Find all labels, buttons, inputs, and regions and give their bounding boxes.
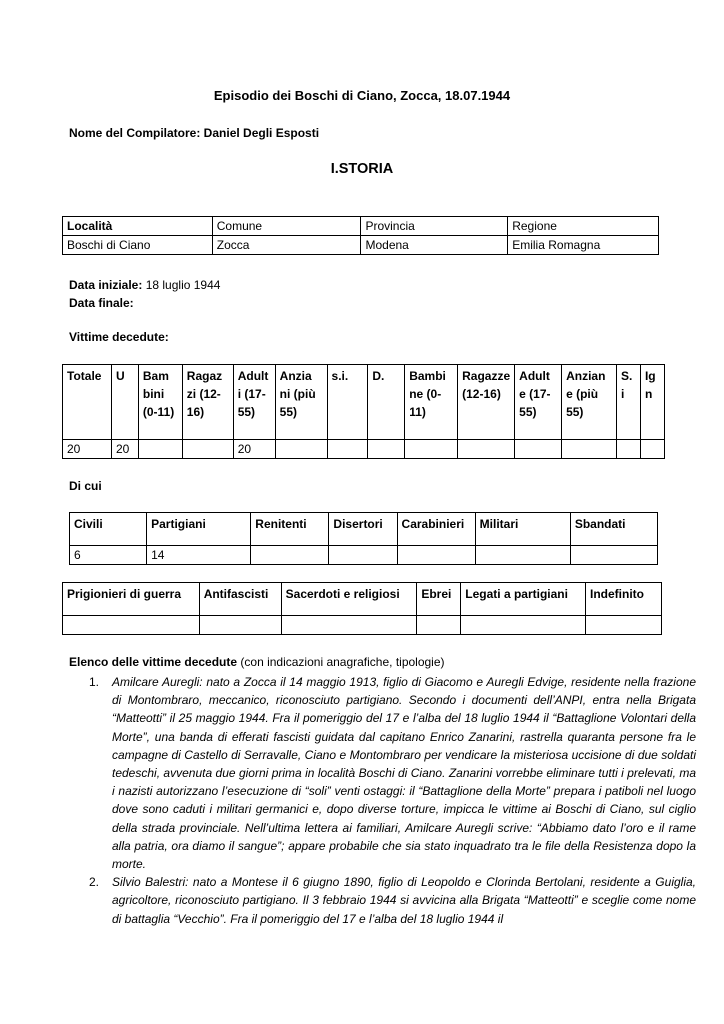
civilians-header-cell-4: Carabinieri — [397, 513, 475, 546]
victims-value-cell-7 — [368, 440, 405, 459]
location-table — [62, 216, 659, 255]
victims-value-cell-1: 20 — [111, 440, 138, 459]
prisoners-value-cell-1 — [199, 616, 281, 635]
victims-list-label: Elenco delle vittime decedute — [69, 655, 238, 669]
victims-value-row — [63, 440, 665, 459]
victim-entry — [89, 673, 696, 873]
victims-header-cell-13: Ig n — [640, 365, 664, 440]
victims-header-cell-5: Anzia ni (più 55) — [275, 365, 327, 440]
victims-value-cell-2 — [138, 440, 182, 459]
prisoners-value-cell-3 — [417, 616, 461, 635]
location-header-localita: Località — [63, 217, 213, 236]
victims-header-cell-12: S. i — [617, 365, 641, 440]
victims-header-cell-1: U — [111, 365, 138, 440]
victims-header-cell-4: Adult i (17-55) — [233, 365, 275, 440]
civilians-value-cell-5 — [475, 546, 570, 565]
dicui-label: Di cui — [69, 479, 102, 493]
prisoners-header-cell-5: Indefinito — [586, 583, 662, 616]
prisoners-value-cell-0 — [63, 616, 200, 635]
victims-value-cell-9 — [458, 440, 515, 459]
prisoners-header-cell-3: Ebrei — [417, 583, 461, 616]
civilians-value-cell-2 — [251, 546, 329, 565]
location-value-row — [63, 236, 659, 255]
victims-value-cell-0: 20 — [63, 440, 112, 459]
victims-value-cell-6 — [327, 440, 368, 459]
victims-header-cell-7: D. — [368, 365, 405, 440]
victims-value-cell-5 — [275, 440, 327, 459]
location-value-regione: Emilia Romagna — [508, 236, 659, 255]
civilians-value-cell-6 — [570, 546, 657, 565]
location-header-row — [63, 217, 659, 236]
civilians-header-cell-5: Militari — [475, 513, 570, 546]
civilians-value-cell-0: 6 — [70, 546, 147, 565]
civilians-header-cell-0: Civili — [70, 513, 147, 546]
document-title: Episodio dei Boschi di Ciano, Zocca, 18.07.1944 — [213, 88, 511, 103]
prisoners-table — [62, 582, 662, 635]
victims-value-cell-11 — [562, 440, 617, 459]
start-date-label: Data iniziale: — [69, 278, 143, 292]
victims-list — [69, 673, 696, 928]
civilians-header-row — [70, 513, 658, 546]
prisoners-header-row — [63, 583, 662, 616]
prisoners-value-cell-2 — [281, 616, 417, 635]
victims-label: Vittime decedute: — [69, 330, 169, 344]
section-heading: I.STORIA — [330, 161, 394, 177]
civilians-value-cell-3 — [329, 546, 397, 565]
end-date-label: Data finale: — [69, 296, 134, 310]
victims-header-cell-10: Adult e (17-55) — [515, 365, 562, 440]
prisoners-value-row — [63, 616, 662, 635]
victims-value-cell-8 — [405, 440, 458, 459]
victims-header-row — [63, 365, 665, 440]
civilians-value-cell-4 — [397, 546, 475, 565]
victim-entry-number: 2. — [89, 875, 100, 890]
victims-header-cell-6: s.i. — [327, 365, 368, 440]
civilians-header-cell-3: Disertori — [329, 513, 397, 546]
civilians-table — [69, 512, 658, 565]
compiler-name: Nome del Compilatore: Daniel Degli Esposti — [69, 126, 320, 140]
victims-table — [62, 364, 665, 459]
prisoners-header-cell-1: Antifascisti — [199, 583, 281, 616]
victims-value-cell-10 — [515, 440, 562, 459]
victims-header-cell-0: Totale — [63, 365, 112, 440]
location-value-localita: Boschi di Ciano — [63, 236, 213, 255]
victims-list-heading — [69, 655, 445, 669]
victims-value-cell-13 — [640, 440, 664, 459]
civilians-header-cell-1: Partigiani — [147, 513, 251, 546]
victim-entry-text: Silvio Balestri: nato a Montese il 6 giugno 1890, figlio di Leopoldo e Clorinda Bertolani, residente a Guiglia, agricoltore, riconosciuto partigiano. Il 3 febbraio 1944 si avvicina alla Brigata “Matteotti” e sceglie come nome di battaglia “Vecchio”. Fra il pomeriggio del 17 e l’alba del 18 luglio 1944 il — [112, 875, 696, 926]
civilians-value-cell-1: 14 — [147, 546, 251, 565]
location-value-comune: Zocca — [212, 236, 361, 255]
prisoners-value-cell-4 — [461, 616, 586, 635]
location-header-provincia: Provincia — [361, 217, 508, 236]
location-value-provincia: Modena — [361, 236, 508, 255]
location-header-regione: Regione — [508, 217, 659, 236]
victim-entry-text: Amilcare Auregli: nato a Zocca il 14 maggio 1913, figlio di Giacomo e Auregli Edvige, residente nella frazione di Montombraro, meccanico, riconosciuto partigiano. Secondo i documenti dell’ANPI, entra nella Brigata “Matteotti” il 25 maggio 1944. Fra il pomeriggio del 17 e l’alba del 18 luglio 1944 il “Battaglione Volontari della Morte”, una banda di efferati fascisti guidata dal capitano Enrico Zanarini, rastrella quaranta persone fra le campagne di Castello di Serravalle, Ciano e Montombraro per vendicare la misteriosa uccisione di due soldati tedeschi, avvenuta due giorni prima in località Boschi di Ciano. Zanarini vorrebbe eliminare tutti i prelevati, ma i nazisti autorizzano l’esecuzione di “soli” venti ostaggi: il “Battaglione della Morte” prepara i patiboli nel luogo dove sono caduti i militari germanici e, dopo diverse torture, impicca le vittime ai Boschi di Ciano, sul ciglio della strada provinciale. Nell’ultima lettera ai familiari, Amilcare Auregli scrive: “Abbiamo dato l’oro e il rame alla patria, ora diamo il sangue”; appare probabile che sia stato inquadrato tra le file della Resistenza dopo la morte. — [112, 675, 696, 872]
victim-entry — [89, 873, 696, 928]
prisoners-header-cell-0: Prigionieri di guerra — [63, 583, 200, 616]
dates-block — [69, 276, 220, 312]
victims-header-cell-11: Anzian e (più 55) — [562, 365, 617, 440]
prisoners-header-cell-2: Sacerdoti e religiosi — [281, 583, 417, 616]
prisoners-header-cell-4: Legati a partigiani — [461, 583, 586, 616]
victims-header-cell-3: Ragaz zi (12-16) — [182, 365, 233, 440]
victim-entry-number: 1. — [89, 675, 100, 689]
civilians-value-row — [70, 546, 658, 565]
start-date-line — [69, 276, 220, 294]
location-header-comune: Comune — [212, 217, 361, 236]
civilians-header-cell-6: Sbandati — [570, 513, 657, 546]
victims-header-cell-8: Bambi ne (0-11) — [405, 365, 458, 440]
civilians-header-cell-2: Renitenti — [251, 513, 329, 546]
victims-value-cell-4: 20 — [233, 440, 275, 459]
start-date-value: 18 luglio 1944 — [145, 278, 221, 292]
victims-value-cell-12 — [617, 440, 641, 459]
victims-list-note: (con indicazioni anagrafiche, tipologie) — [237, 655, 445, 669]
victims-value-cell-3 — [182, 440, 233, 459]
prisoners-value-cell-5 — [586, 616, 662, 635]
victims-header-cell-2: Bam bini (0-11) — [138, 365, 182, 440]
victims-header-cell-9: Ragazze (12-16) — [458, 365, 515, 440]
end-date-line — [69, 294, 220, 312]
